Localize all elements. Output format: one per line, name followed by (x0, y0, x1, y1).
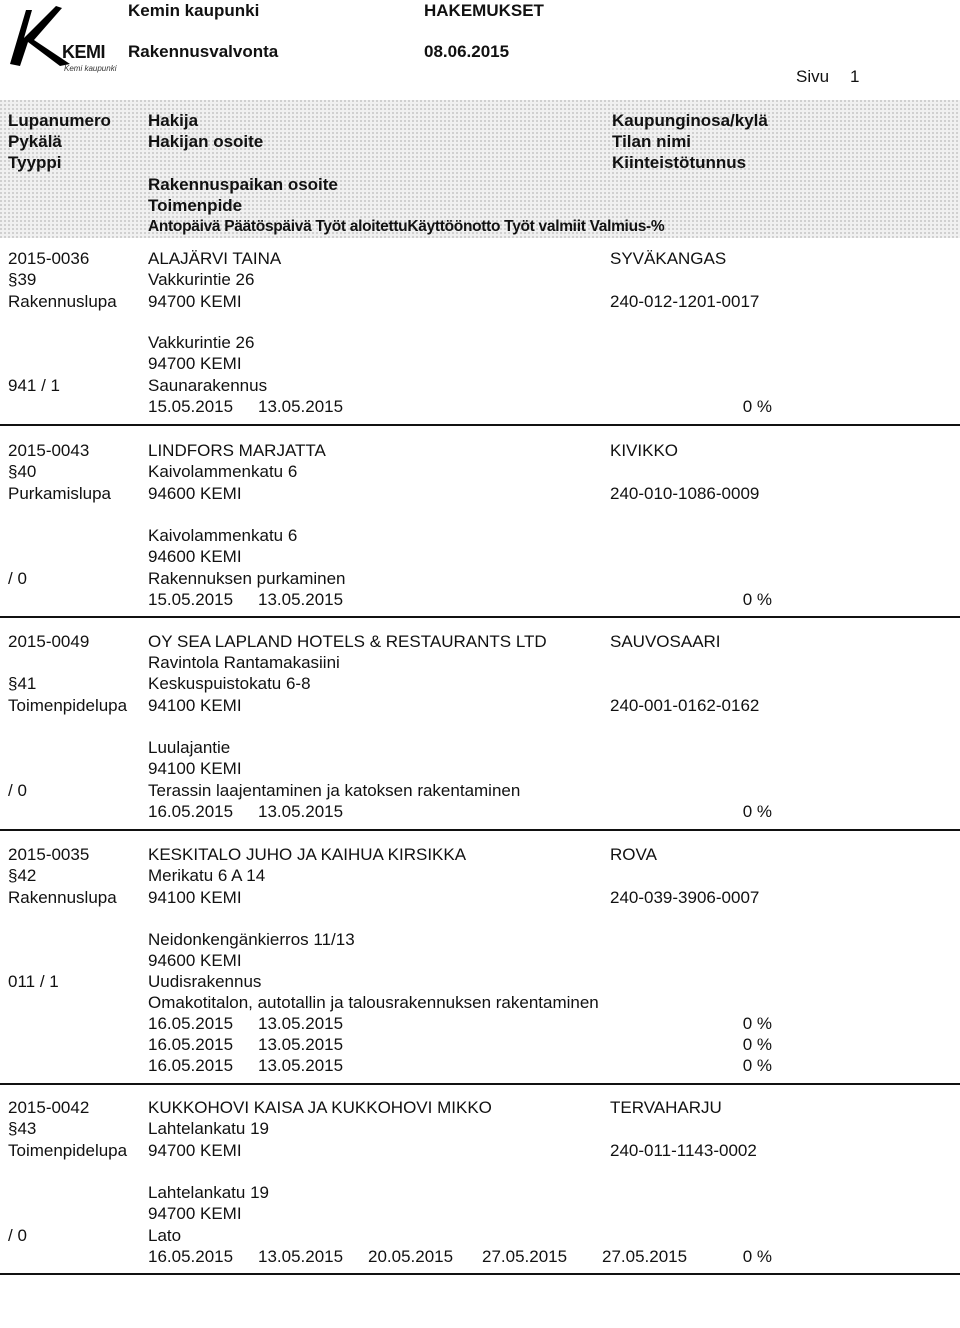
tyyppi: Toimenpidelupa (8, 696, 128, 715)
pykala: §41 (8, 674, 37, 693)
hakija: OY SEA LAPLAND HOTELS & RESTAURANTS LTD (148, 632, 547, 651)
rakennuspaikka-osoite: Kaivolammenkatu 6 (148, 526, 298, 545)
hakija-osoite: Keskuspuistokatu 6-8 (148, 674, 311, 693)
record-separator (0, 1083, 960, 1085)
tyyppi: Rakennuslupa (8, 292, 117, 311)
antopaiva: 16.05.2015 (148, 1056, 234, 1075)
valmius: 0 % (742, 1014, 772, 1033)
hakija-postitoimipaikka: 94600 KEMI (148, 484, 242, 503)
tyot-aloitettu: 20.05.2015 (368, 1247, 454, 1266)
hakija-postitoimipaikka: 94100 KEMI (148, 888, 242, 907)
kiinteistotunnus: 240-039-3906-0007 (610, 888, 760, 907)
koodi: 011 / 1 (8, 972, 59, 991)
rakennuspaikka-postitoimipaikka: 94700 KEMI (148, 354, 242, 373)
toimenpide: Uudisrakennus (148, 972, 262, 991)
lupanumero: 2015-0049 (8, 632, 90, 651)
tyyppi: Toimenpidelupa (8, 1141, 128, 1160)
antopaiva: 15.05.2015 (148, 397, 234, 416)
paatospaiva: 13.05.2015 (258, 802, 344, 821)
lupanumero: 2015-0042 (8, 1098, 90, 1117)
paatospaiva: 13.05.2015 (258, 1035, 344, 1054)
kaupunginosa: KIVIKKO (610, 441, 679, 460)
pykala: §43 (8, 1119, 37, 1138)
report-title: HAKEMUKSET (424, 1, 544, 20)
antopaiva: 16.05.2015 (148, 1247, 234, 1266)
tyyppi: Purkamislupa (8, 484, 111, 503)
paatospaiva: 13.05.2015 (258, 590, 344, 609)
valmius: 0 % (742, 1247, 772, 1266)
dept-name: Rakennusvalvonta (128, 42, 279, 61)
valmius: 0 % (742, 802, 772, 821)
org-name: Kemin kaupunki (128, 1, 260, 20)
hakija-osoite: Vakkurintie 26 (148, 270, 255, 289)
antopaiva: 16.05.2015 (148, 1014, 234, 1033)
koodi: / 0 (8, 569, 27, 588)
antopaiva: 16.05.2015 (148, 1035, 234, 1054)
rakennuspaikka-postitoimipaikka: 94600 KEMI (148, 951, 242, 970)
toimenpide: Lato (148, 1226, 182, 1245)
paatospaiva: 13.05.2015 (258, 397, 344, 416)
col-dates: Antopäivä Päätöspäivä Työt aloitettuKäyttöönotto Työt valmiit Valmius-% (148, 218, 665, 235)
logo-text: KEMI (62, 42, 105, 62)
valmius: 0 % (742, 397, 772, 416)
col-lupanumero: Lupanumero (8, 111, 111, 130)
paatospaiva: 13.05.2015 (258, 1247, 344, 1266)
kemi-logo (4, 2, 122, 72)
koodi: / 0 (8, 781, 27, 800)
antopaiva: 16.05.2015 (148, 802, 234, 821)
col-pykala: Pykälä (8, 132, 62, 151)
toimenpide: Rakennuksen purkaminen (148, 569, 346, 588)
col-tyyppi: Tyyppi (8, 153, 62, 172)
record-separator (0, 829, 960, 831)
hakija-osoite: Lahtelankatu 19 (148, 1119, 269, 1138)
lupanumero: 2015-0036 (8, 249, 90, 268)
report-date: 08.06.2015 (424, 42, 510, 61)
kaupunginosa: SAUVOSAARI (610, 632, 721, 651)
paatospaiva: 13.05.2015 (258, 1014, 344, 1033)
col-tilan-nimi: Tilan nimi (612, 132, 692, 151)
tyyppi: Rakennuslupa (8, 888, 117, 907)
kiinteistotunnus: 240-012-1201-0017 (610, 292, 760, 311)
pykala: §40 (8, 462, 37, 481)
pykala: §42 (8, 866, 37, 885)
kiinteistotunnus: 240-001-0162-0162 (610, 696, 760, 715)
rakennuspaikka-postitoimipaikka: 94700 KEMI (148, 1204, 242, 1223)
kaupunginosa: ROVA (610, 845, 657, 864)
hakija: KESKITALO JUHO JA KAIHUA KIRSIKKA (148, 845, 467, 864)
col-hakija: Hakija (148, 111, 199, 130)
paatospaiva: 13.05.2015 (258, 1056, 344, 1075)
rakennuspaikka-osoite: Luulajantie (148, 738, 231, 757)
record-separator (0, 616, 960, 618)
toimenpide-kuvaus: Omakotitalon, autotallin ja talousrakennuksen rakentaminen (148, 993, 599, 1012)
kayttoonotto: 27.05.2015 (482, 1247, 568, 1266)
rakennuspaikka-postitoimipaikka: 94100 KEMI (148, 759, 242, 778)
col-rakennuspaikan-osoite: Rakennuspaikan osoite (148, 175, 338, 194)
valmius: 0 % (742, 590, 772, 609)
koodi: 941 / 1 (8, 376, 60, 395)
valmius: 0 % (742, 1035, 772, 1054)
rakennuspaikka-osoite: Vakkurintie 26 (148, 333, 255, 352)
koodi: / 0 (8, 1226, 27, 1245)
lupanumero: 2015-0035 (8, 845, 90, 864)
hakija-osoite: Merikatu 6 A 14 (148, 866, 266, 885)
page-number: 1 (850, 67, 860, 86)
hakija-postitoimipaikka: 94100 KEMI (148, 696, 242, 715)
hakija: LINDFORS MARJATTA (148, 441, 326, 460)
col-kiinteistotunnus: Kiinteistötunnus (612, 153, 747, 172)
tyot-valmiit: 27.05.2015 (602, 1247, 688, 1266)
kiinteistotunnus: 240-010-1086-0009 (610, 484, 760, 503)
rakennuspaikka-osoite: Neidonkengänkierros 11/13 (148, 930, 355, 949)
hakija: KUKKOHOVI KAISA JA KUKKOHOVI MIKKO (148, 1098, 492, 1117)
hakija: ALAJÄRVI TAINA (148, 249, 282, 268)
hakija-lisanimi: Ravintola Rantamakasiini (148, 653, 340, 672)
toimenpide: Saunarakennus (148, 376, 268, 395)
kaupunginosa: SYVÄKANGAS (610, 249, 727, 268)
page-label: Sivu (796, 67, 830, 86)
rakennuspaikka-osoite: Lahtelankatu 19 (148, 1183, 269, 1202)
kiinteistotunnus: 240-011-1143-0002 (610, 1141, 757, 1160)
toimenpide: Terassin laajentaminen ja katoksen rakentaminen (148, 781, 521, 800)
pykala: §39 (8, 270, 37, 289)
hakija-osoite: Kaivolammenkatu 6 (148, 462, 298, 481)
logo-tagline: Kemi kaupunki (64, 64, 117, 73)
record-separator (0, 424, 960, 426)
kaupunginosa: TERVAHARJU (610, 1098, 722, 1117)
col-hakijan-osoite: Hakijan osoite (148, 132, 264, 151)
col-kaupunginosa: Kaupunginosa/kylä (612, 111, 768, 130)
valmius: 0 % (742, 1056, 772, 1075)
antopaiva: 15.05.2015 (148, 590, 234, 609)
hakija-postitoimipaikka: 94700 KEMI (148, 292, 242, 311)
lupanumero: 2015-0043 (8, 441, 90, 460)
col-toimenpide: Toimenpide (148, 196, 243, 215)
rakennuspaikka-postitoimipaikka: 94600 KEMI (148, 547, 242, 566)
hakija-postitoimipaikka: 94700 KEMI (148, 1141, 242, 1160)
record-separator (0, 1273, 960, 1275)
